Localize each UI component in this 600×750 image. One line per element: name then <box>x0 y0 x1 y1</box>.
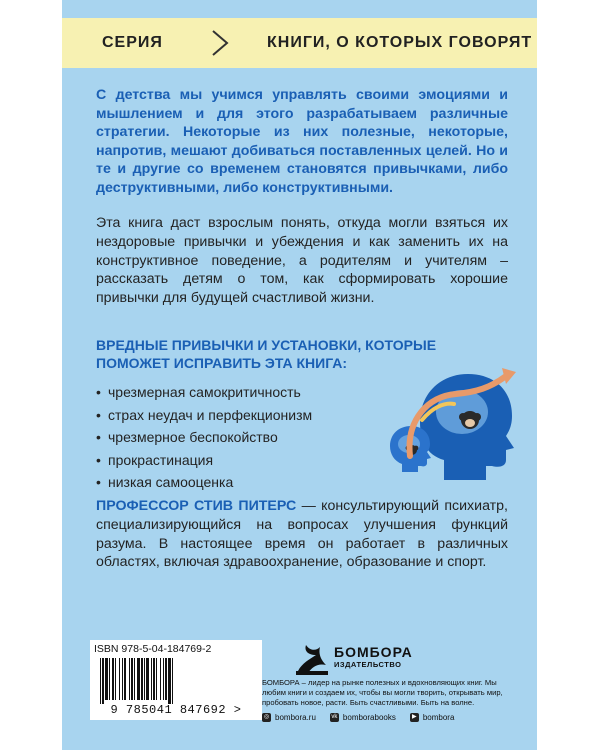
book-back-cover <box>62 0 537 750</box>
social-handle-bombora-ru[interactable]: bombora.ru <box>275 713 316 722</box>
bombora-logo-icon <box>294 637 330 677</box>
habit-item: • страх неудач и перфекционизм <box>96 404 396 427</box>
publisher-subtitle: ИЗДАТЕЛЬСТВО <box>334 660 402 669</box>
youtube-telegram-icon: ▶ <box>410 713 419 722</box>
author-name: ПРОФЕССОР СТИВ ПИТЕРС <box>96 498 297 514</box>
description-paragraph: Эта книга даст взрослым понять, откуда могли взяться их нездоровые привычки и убеждения и как заменить их на конструктивное поведение, а родителям и учителям – рассказать детям о том, как сформировать хорошие привычки для будущей счастливой жизни. <box>96 215 508 307</box>
series-title: КНИГИ, О КОТОРЫХ ГОВОРЯТ <box>267 34 533 51</box>
barcode-digits: 9 785041 847692 > <box>110 703 242 717</box>
vk-icon: vk <box>331 714 338 720</box>
instagram-icon: ◎ <box>263 714 270 720</box>
publisher-name: БОМБОРА <box>334 644 413 660</box>
publisher-blurb: БОМБОРА – лидер на рынке полезных и вдохновляющих книг. Мы любим книги и создаем их, чтобы вы могли творить, открывать мир, пробовать новое, расти. Быть счастливыми. Быть на волне. <box>262 678 503 708</box>
isbn-number: ISBN 978-5-04-184769-2 <box>94 643 212 655</box>
barcode-icon <box>96 658 256 704</box>
series-label: СЕРИЯ <box>102 34 163 51</box>
head-profile-illustration <box>382 360 522 485</box>
social-links <box>262 713 454 722</box>
habit-item: • чрезмерное беспокойство <box>96 426 396 449</box>
series-banner <box>62 18 537 68</box>
habit-item: • низкая самооценка <box>96 471 396 494</box>
lead-paragraph: С детства мы учимся управлять своими эмоциями и мышлением и для этого разрабатываем различные стратегии. Некоторые из них полезные, некоторые, напротив, мешают добиваться поставленных целей. Но и те и другие со временем становятся привычками, либо деструктивными, либо конструктивными. <box>96 87 508 196</box>
social-handle-bomborabooks[interactable]: bomborabooks <box>342 713 396 722</box>
author-description: — консультирующий психиатр, специализирующийся на вопросах улучшения функций разума. В настоящее время он работает в различных областях, включая здравоохранение, образование и спорт. <box>96 498 508 571</box>
social-handle-bombora[interactable]: bombora <box>422 713 455 722</box>
barcode-block <box>90 640 262 720</box>
chevron-right-icon <box>210 30 230 56</box>
habits-heading: ВРЕДНЫЕ ПРИВЫЧКИ И УСТАНОВКИ, КОТОРЫЕ ПОМОЖЕТ ИСПРАВИТЬ ЭТА КНИГА: <box>96 337 437 371</box>
habit-item: • чрезмерная самокритичность <box>96 381 396 404</box>
author-bio <box>96 497 508 572</box>
habit-item: • прокрастинация <box>96 449 396 472</box>
habits-list <box>96 381 396 494</box>
